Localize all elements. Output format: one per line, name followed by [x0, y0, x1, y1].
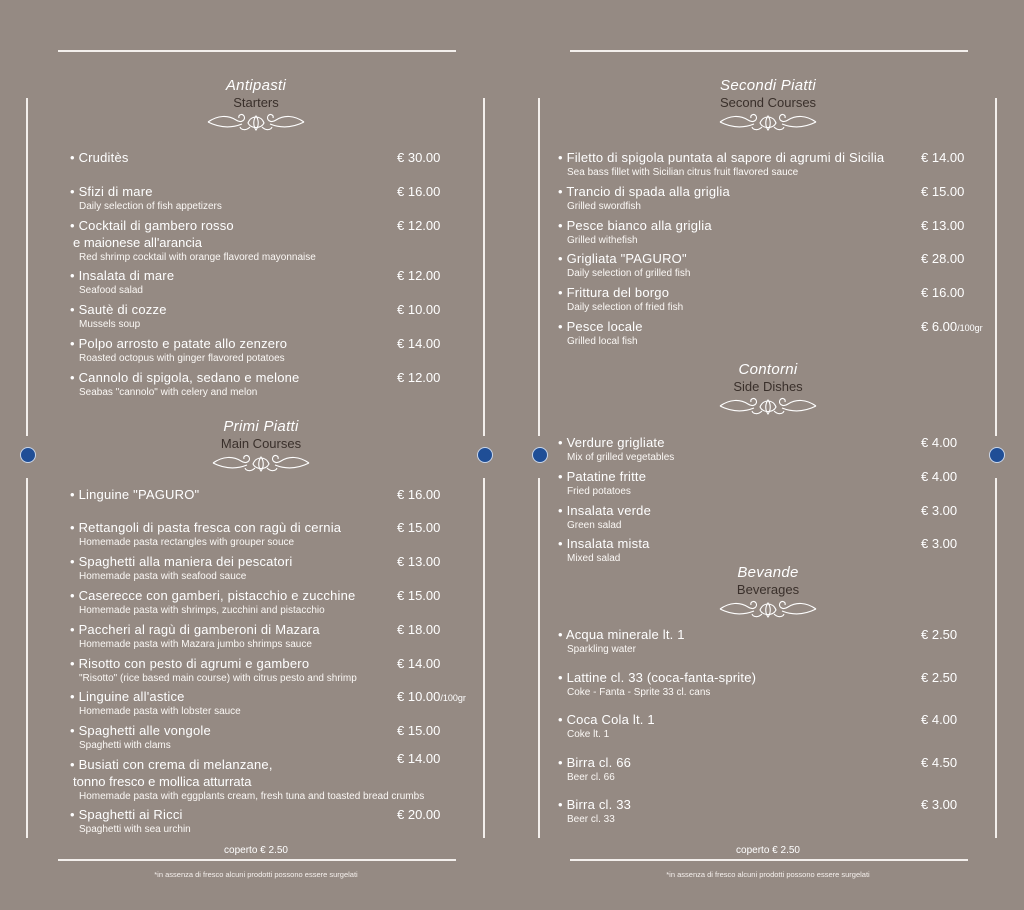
menu-item-name: • Pesce locale — [558, 319, 643, 334]
blue-dot-ornament — [989, 447, 1005, 463]
menu-item-price — [921, 319, 983, 336]
menu-item-description: Grilled withefish — [567, 235, 638, 246]
price-unit: /100gr — [957, 323, 983, 333]
bevande-heading — [668, 564, 868, 620]
menu-item-description: Mix of grilled vegetables — [567, 452, 675, 463]
menu-item-price — [921, 218, 964, 234]
menu-item-price — [921, 469, 957, 485]
price-value: € 15.00 — [397, 723, 441, 738]
ornament-flourish-icon — [718, 113, 818, 133]
bottom-divider — [58, 859, 456, 861]
menu-item-description: Homemade pasta with seafood sauce — [79, 571, 247, 582]
menu-item-name: • Birra cl. 33 — [558, 797, 632, 812]
menu-item-name: • Acqua minerale lt. 1 — [558, 627, 685, 642]
right-menu-page — [512, 0, 1024, 910]
menu-item-price — [397, 807, 440, 823]
price-value: € 12.00 — [397, 268, 441, 283]
menu-item — [558, 218, 712, 247]
price-value: € 3.00 — [921, 536, 958, 551]
menu-item — [558, 469, 646, 498]
left-border-upper — [538, 98, 540, 436]
menu-item-price — [921, 435, 957, 451]
menu-item-price — [397, 487, 440, 503]
coperto-label: coperto € 2.50 — [736, 845, 800, 856]
menu-item-name: • Lattine cl. 33 (coca-fanta-sprite) — [558, 670, 757, 685]
price-value: € 4.50 — [921, 755, 958, 770]
price-value: € 14.00 — [397, 656, 441, 671]
ornament-flourish-icon — [718, 600, 818, 620]
menu-item-price — [397, 302, 440, 318]
menu-item-name: • Sfizi di mare — [70, 184, 153, 199]
menu-item-description: Spaghetti with clams — [79, 740, 171, 751]
menu-item-price — [397, 370, 440, 386]
menu-item-name: • Birra cl. 66 — [558, 755, 632, 770]
menu-item-description: Grilled local fish — [567, 336, 638, 347]
menu-item-price — [397, 336, 440, 352]
menu-item-price — [397, 689, 466, 706]
price-value: € 20.00 — [397, 807, 441, 822]
ornament-flourish-icon — [718, 397, 818, 417]
menu-item — [70, 487, 199, 503]
menu-item-description: Fried potatoes — [567, 486, 631, 497]
price-value: € 14.00 — [397, 751, 441, 766]
menu-item-name: • Insalata mista — [558, 536, 650, 551]
menu-item — [70, 268, 174, 297]
price-value: € 14.00 — [397, 336, 441, 351]
menu-item-description: Green salad — [567, 520, 622, 531]
menu-item-name: • Cruditès — [70, 150, 129, 165]
menu-item — [558, 797, 631, 826]
menu-item — [70, 554, 292, 583]
menu-item-description: Homemade pasta with shrimps, zucchini and pistacchio — [79, 605, 325, 616]
menu-item-description: Spaghetti with sea urchin — [79, 824, 191, 835]
menu-item-name: • Rettangoli di pasta fresca con ragù di cernia — [70, 520, 342, 535]
menu-item-price — [397, 751, 440, 767]
menu-item-description: Homemade pasta rectangles with grouper souce — [79, 537, 295, 548]
menu-item-description: Red shrimp cocktail with orange flavored mayonnaise — [79, 252, 316, 263]
section-title-italian: Contorni — [738, 361, 798, 378]
section-title-english: Side Dishes — [733, 379, 803, 394]
menu-item-name: • Paccheri al ragù di gamberoni di Mazara — [70, 622, 320, 637]
menu-item-description: Coke lt. 1 — [567, 729, 610, 740]
section-title-english: Beverages — [736, 582, 800, 597]
menu-item-name: • Frittura del borgo — [558, 285, 670, 300]
left-border-lower — [26, 478, 28, 838]
menu-item — [70, 336, 287, 365]
price-value: € 2.50 — [921, 627, 958, 642]
menu-item-name-continued: e maionese all'arancia — [73, 235, 202, 250]
menu-item — [70, 218, 316, 264]
menu-item — [70, 150, 129, 166]
menu-item-description: Mussels soup — [79, 319, 141, 330]
menu-item-description: Grilled swordfish — [567, 201, 641, 212]
menu-item-price — [921, 184, 964, 200]
coperto-label: coperto € 2.50 — [224, 845, 288, 856]
menu-item-price — [921, 251, 964, 267]
menu-item — [70, 302, 167, 331]
menu-item — [70, 588, 355, 617]
menu-item-description: Sparkling water — [567, 644, 636, 655]
left-border-lower — [538, 478, 540, 838]
bottom-divider — [570, 859, 968, 861]
menu-item — [558, 503, 651, 532]
menu-item-name: • Insalata di mare — [70, 268, 175, 283]
price-value: € 3.00 — [921, 503, 958, 518]
blue-dot-ornament — [20, 447, 36, 463]
menu-item — [558, 251, 690, 280]
price-value: € 13.00 — [921, 218, 965, 233]
menu-item-price — [397, 554, 440, 570]
menu-item — [558, 184, 730, 213]
section-title-english: Starters — [233, 95, 279, 110]
menu-item-description: Mixed salad — [567, 553, 621, 564]
price-value: € 4.00 — [921, 469, 958, 484]
menu-item — [70, 370, 300, 399]
price-value: € 3.00 — [921, 797, 958, 812]
price-value: € 10.00 — [397, 302, 441, 317]
menu-item — [70, 723, 211, 752]
menu-item-name: • Linguine all'astice — [70, 689, 185, 704]
left-border-upper — [26, 98, 28, 436]
menu-item — [70, 757, 424, 803]
top-divider — [570, 50, 968, 52]
menu-item — [70, 689, 241, 718]
secondi-heading — [668, 77, 868, 133]
menu-item — [558, 627, 685, 656]
right-border-lower — [995, 478, 997, 838]
menu-item-name: • Verdure grigliate — [558, 435, 665, 450]
menu-item — [70, 622, 320, 651]
price-value: € 6.00 — [921, 319, 958, 334]
menu-item — [558, 435, 674, 464]
antipasti-heading — [156, 77, 356, 133]
menu-item-price — [397, 184, 440, 200]
menu-item-description: Daily selection of fish appetizers — [79, 201, 222, 212]
menu-item-name: • Pesce bianco alla griglia — [558, 218, 712, 233]
section-title-italian: Secondi Piatti — [720, 77, 816, 94]
menu-item-name: • Spaghetti ai Ricci — [70, 807, 183, 822]
menu-item-name: • Spaghetti alla maniera dei pescatori — [70, 554, 293, 569]
menu-item-description: "Risotto" (rice based main course) with citrus pesto and shrimp — [79, 673, 357, 684]
menu-item-description: Sea bass fillet with Sicilian citrus fruit flavored sauce — [567, 167, 799, 178]
menu-item-name: • Cannolo di spigola, sedano e melone — [70, 370, 300, 385]
menu-item-description: Coke - Fanta - Sprite 33 cl. cans — [567, 687, 711, 698]
right-border-upper — [483, 98, 485, 436]
menu-item-price — [921, 797, 957, 813]
menu-item-price — [921, 670, 957, 686]
menu-item-description: Homemade pasta with Mazara jumbo shrimps sauce — [79, 639, 312, 650]
menu-item — [558, 319, 643, 348]
menu-item — [558, 285, 683, 314]
menu-item-description: Homemade pasta with lobster sauce — [79, 706, 241, 717]
menu-item — [558, 670, 756, 699]
menu-item-price — [921, 285, 964, 301]
right-border-lower — [483, 478, 485, 838]
menu-item-name: • Caserecce con gamberi, pistacchio e zucchine — [70, 588, 356, 603]
price-value: € 10.00 — [397, 689, 441, 704]
menu-item-name: • Coca Cola lt. 1 — [558, 712, 655, 727]
blue-dot-ornament — [532, 447, 548, 463]
menu-item-name: • Risotto con pesto di agrumi e gambero — [70, 656, 310, 671]
frozen-products-note: *in assenza di fresco alcuni prodotti possono essere surgelati — [666, 870, 870, 879]
menu-item-price — [397, 150, 440, 166]
menu-item-description: Daily selection of fried fish — [567, 302, 684, 313]
menu-item-price — [921, 712, 957, 728]
menu-item-price — [397, 656, 440, 672]
menu-item-price — [921, 536, 957, 552]
menu-item — [70, 807, 191, 836]
menu-item-description: Beer cl. 33 — [567, 814, 615, 825]
price-value: € 14.00 — [921, 150, 965, 165]
menu-item-price — [397, 588, 440, 604]
section-title-english: Main Courses — [220, 436, 302, 451]
menu-item-description: Daily selection of grilled fish — [567, 268, 691, 279]
price-unit: /100gr — [440, 693, 466, 703]
menu-item-name: • Filetto di spigola puntata al sapore di agrumi di Sicilia — [558, 150, 885, 165]
menu-item-description: Seafood salad — [79, 285, 143, 296]
menu-item — [70, 520, 341, 549]
section-title-italian: Primi Piatti — [223, 418, 299, 435]
menu-item-description: Beer cl. 66 — [567, 772, 615, 783]
menu-item-description: Seabas "cannolo" with celery and melon — [79, 387, 258, 398]
menu-item-description: Roasted octopus with ginger flavored potatoes — [79, 353, 285, 364]
menu-item-name: • Insalata verde — [558, 503, 652, 518]
price-value: € 16.00 — [397, 487, 441, 502]
menu-item — [558, 150, 884, 179]
price-value: € 4.00 — [921, 712, 958, 727]
top-divider — [58, 50, 456, 52]
menu-item — [558, 536, 650, 565]
ornament-flourish-icon — [206, 113, 306, 133]
contorni-heading — [668, 361, 868, 417]
menu-item-price — [921, 755, 957, 771]
primi-heading — [161, 418, 361, 474]
menu-item-price — [397, 268, 440, 284]
price-value: € 4.00 — [921, 435, 958, 450]
menu-item-name: • Polpo arrosto e patate allo zenzero — [70, 336, 288, 351]
price-value: € 15.00 — [921, 184, 965, 199]
price-value: € 15.00 — [397, 520, 441, 535]
frozen-products-note: *in assenza di fresco alcuni prodotti possono essere surgelati — [154, 870, 358, 879]
menu-item — [70, 184, 222, 213]
menu-item-name: • Spaghetti alle vongole — [70, 723, 211, 738]
menu-item-description: Homemade pasta with eggplants cream, fresh tuna and toasted bread crumbs — [79, 791, 425, 802]
menu-item-price — [397, 218, 440, 234]
menu-item-name: • Linguine "PAGURO" — [70, 487, 200, 502]
section-title-italian: Bevande — [737, 564, 799, 581]
section-title-italian: Antipasti — [225, 77, 287, 94]
price-value: € 16.00 — [921, 285, 965, 300]
menu-item-name: • Cocktail di gambero rosso — [70, 218, 234, 233]
price-value: € 28.00 — [921, 251, 965, 266]
menu-item-name: • Grigliata "PAGURO" — [558, 251, 687, 266]
menu-item — [558, 712, 655, 741]
menu-item-name: • Sautè di cozze — [70, 302, 167, 317]
menu-item-price — [397, 622, 440, 638]
price-value: € 30.00 — [397, 150, 441, 165]
menu-item-price — [921, 150, 964, 166]
menu-item-price — [921, 503, 957, 519]
menu-item-name: • Trancio di spada alla griglia — [558, 184, 730, 199]
price-value: € 18.00 — [397, 622, 441, 637]
menu-item-price — [921, 627, 957, 643]
menu-item-name: • Busiati con crema di melanzane, — [70, 757, 273, 772]
menu-item — [70, 656, 357, 685]
menu-item-price — [397, 520, 440, 536]
menu-item-name: • Patatine fritte — [558, 469, 647, 484]
price-value: € 12.00 — [397, 218, 441, 233]
menu-item-name-continued: tonno fresco e mollica atturrata — [73, 774, 252, 789]
price-value: € 16.00 — [397, 184, 441, 199]
price-value: € 12.00 — [397, 370, 441, 385]
price-value: € 2.50 — [921, 670, 958, 685]
price-value: € 13.00 — [397, 554, 441, 569]
blue-dot-ornament — [477, 447, 493, 463]
section-title-english: Second Courses — [719, 95, 817, 110]
ornament-flourish-icon — [211, 454, 311, 474]
menu-item — [558, 755, 631, 784]
price-value: € 15.00 — [397, 588, 441, 603]
menu-item-price — [397, 723, 440, 739]
right-border-upper — [995, 98, 997, 436]
